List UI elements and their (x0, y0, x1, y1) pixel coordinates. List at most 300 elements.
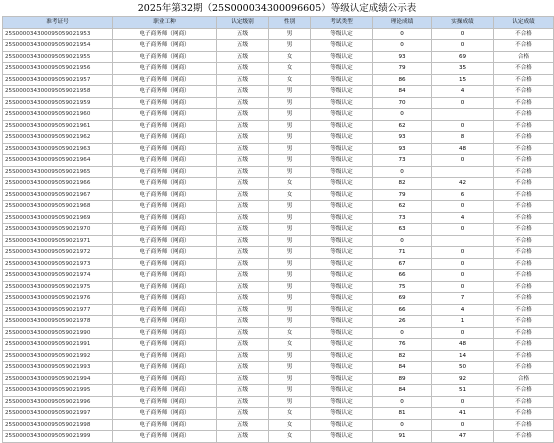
exam-type-cell: 等级认定 (311, 419, 373, 431)
theory-score-cell: 76 (373, 339, 432, 351)
result-cell: 不合格 (494, 86, 554, 98)
gender-cell: 男 (269, 258, 311, 270)
level-cell: 五级 (217, 385, 269, 397)
exam-type-cell: 等级认定 (311, 143, 373, 155)
practical-score-cell: 0 (432, 258, 494, 270)
gender-cell: 男 (269, 166, 311, 178)
exam-type-cell: 等级认定 (311, 28, 373, 40)
exam-type-cell: 等级认定 (311, 339, 373, 351)
theory-score-cell: 79 (373, 189, 432, 201)
theory-score-cell: 91 (373, 431, 432, 443)
occupation-cell: 电子商务师（网商） (113, 431, 217, 443)
level-cell: 五级 (217, 304, 269, 316)
theory-score-cell: 70 (373, 97, 432, 109)
theory-score-cell: 0 (373, 166, 432, 178)
gender-cell: 男 (269, 201, 311, 213)
gender-cell: 女 (269, 189, 311, 201)
level-cell: 五级 (217, 40, 269, 52)
table-row (3, 327, 554, 339)
header-cell-occupation: 职业工种 (113, 17, 217, 29)
result-cell: 不合格 (494, 408, 554, 420)
table-row (3, 270, 554, 282)
level-cell: 五级 (217, 396, 269, 408)
exam-type-cell: 等级认定 (311, 373, 373, 385)
level-cell: 五级 (217, 189, 269, 201)
practical-score-cell: 0 (432, 155, 494, 167)
practical-score-cell: 8 (432, 132, 494, 144)
table-row (3, 63, 554, 75)
exam-id-cell: 25S000034300095059021966 (3, 178, 113, 190)
table-row (3, 132, 554, 144)
gender-cell: 男 (269, 97, 311, 109)
exam-type-cell: 等级认定 (311, 316, 373, 328)
result-cell: 不合格 (494, 189, 554, 201)
gender-cell: 男 (269, 247, 311, 259)
header-cell-exam-type: 考试类型 (311, 17, 373, 29)
level-cell: 五级 (217, 74, 269, 86)
gender-cell: 男 (269, 316, 311, 328)
result-cell: 不合格 (494, 396, 554, 408)
exam-id-cell: 25S000034300095059021953 (3, 28, 113, 40)
table-row (3, 362, 554, 374)
header-cell-theory-score: 理论成绩 (373, 17, 432, 29)
result-cell: 不合格 (494, 327, 554, 339)
exam-id-cell: 25S000034300095059021954 (3, 40, 113, 52)
table-row (3, 97, 554, 109)
exam-type-cell: 等级认定 (311, 63, 373, 75)
exam-id-cell: 25S000034300095059021961 (3, 120, 113, 132)
theory-score-cell: 73 (373, 155, 432, 167)
level-cell: 五级 (217, 143, 269, 155)
gender-cell: 男 (269, 304, 311, 316)
table-row (3, 408, 554, 420)
theory-score-cell: 0 (373, 396, 432, 408)
theory-score-cell: 75 (373, 281, 432, 293)
result-cell: 不合格 (494, 155, 554, 167)
result-cell: 不合格 (494, 270, 554, 282)
occupation-cell: 电子商务师（网商） (113, 396, 217, 408)
gender-cell: 男 (269, 40, 311, 52)
table-row (3, 419, 554, 431)
result-cell: 合格 (494, 373, 554, 385)
table-row (3, 235, 554, 247)
theory-score-cell: 66 (373, 304, 432, 316)
result-cell: 不合格 (494, 419, 554, 431)
occupation-cell: 电子商务师（网商） (113, 51, 217, 63)
occupation-cell: 电子商务师（网商） (113, 74, 217, 86)
gender-cell: 女 (269, 419, 311, 431)
exam-id-cell: 25S000034300095059021976 (3, 293, 113, 305)
practical-score-cell: 51 (432, 385, 494, 397)
occupation-cell: 电子商务师（网商） (113, 120, 217, 132)
table-row (3, 431, 554, 443)
practical-score-cell: 48 (432, 143, 494, 155)
theory-score-cell: 26 (373, 316, 432, 328)
exam-type-cell: 等级认定 (311, 235, 373, 247)
exam-type-cell: 等级认定 (311, 362, 373, 374)
occupation-cell: 电子商务师（网商） (113, 224, 217, 236)
practical-score-cell: 42 (432, 178, 494, 190)
exam-id-cell: 25S000034300095059021975 (3, 281, 113, 293)
gender-cell: 男 (269, 143, 311, 155)
table-row (3, 166, 554, 178)
occupation-cell: 电子商务师（网商） (113, 109, 217, 121)
practical-score-cell (432, 166, 494, 178)
gender-cell: 女 (269, 408, 311, 420)
gender-cell: 男 (269, 86, 311, 98)
exam-type-cell: 等级认定 (311, 212, 373, 224)
theory-score-cell: 84 (373, 385, 432, 397)
header-cell-exam-id: 准考证号 (3, 17, 113, 29)
table-row (3, 143, 554, 155)
result-cell: 不合格 (494, 97, 554, 109)
practical-score-cell: 0 (432, 120, 494, 132)
level-cell: 五级 (217, 28, 269, 40)
exam-type-cell: 等级认定 (311, 155, 373, 167)
exam-type-cell: 等级认定 (311, 327, 373, 339)
table-row (3, 385, 554, 397)
table-row (3, 281, 554, 293)
practical-score-cell: 0 (432, 396, 494, 408)
exam-type-cell: 等级认定 (311, 166, 373, 178)
occupation-cell: 电子商务师（网商） (113, 143, 217, 155)
theory-score-cell: 84 (373, 362, 432, 374)
table-row (3, 51, 554, 63)
occupation-cell: 电子商务师（网商） (113, 40, 217, 52)
result-cell: 不合格 (494, 247, 554, 259)
exam-type-cell: 等级认定 (311, 408, 373, 420)
table-row (3, 201, 554, 213)
theory-score-cell: 0 (373, 327, 432, 339)
gender-cell: 男 (269, 120, 311, 132)
exam-id-cell: 25S000034300095059021970 (3, 224, 113, 236)
practical-score-cell: 48 (432, 339, 494, 351)
table-row (3, 350, 554, 362)
practical-score-cell: 7 (432, 293, 494, 305)
table-row (3, 247, 554, 259)
level-cell: 五级 (217, 293, 269, 305)
exam-id-cell: 25S000034300095059021968 (3, 201, 113, 213)
practical-score-cell: 15 (432, 74, 494, 86)
level-cell: 五级 (217, 408, 269, 420)
exam-type-cell: 等级认定 (311, 201, 373, 213)
table-row (3, 373, 554, 385)
level-cell: 五级 (217, 327, 269, 339)
theory-score-cell: 69 (373, 293, 432, 305)
exam-id-cell: 25S000034300095059021992 (3, 350, 113, 362)
level-cell: 五级 (217, 109, 269, 121)
occupation-cell: 电子商务师（网商） (113, 385, 217, 397)
result-cell: 不合格 (494, 316, 554, 328)
theory-score-cell: 0 (373, 28, 432, 40)
gender-cell: 男 (269, 270, 311, 282)
occupation-cell: 电子商务师（网商） (113, 201, 217, 213)
table-row (3, 28, 554, 40)
level-cell: 五级 (217, 235, 269, 247)
occupation-cell: 电子商务师（网商） (113, 350, 217, 362)
level-cell: 五级 (217, 120, 269, 132)
exam-id-cell: 25S000034300095059021972 (3, 247, 113, 259)
exam-id-cell: 25S000034300095059021993 (3, 362, 113, 374)
result-cell: 不合格 (494, 201, 554, 213)
level-cell: 五级 (217, 132, 269, 144)
level-cell: 五级 (217, 373, 269, 385)
exam-type-cell: 等级认定 (311, 132, 373, 144)
exam-id-cell: 25S000034300095059021955 (3, 51, 113, 63)
gender-cell: 女 (269, 178, 311, 190)
practical-score-cell: 1 (432, 316, 494, 328)
table-row (3, 155, 554, 167)
exam-id-cell: 25S000034300095059021995 (3, 385, 113, 397)
occupation-cell: 电子商务师（网商） (113, 28, 217, 40)
practical-score-cell: 35 (432, 63, 494, 75)
occupation-cell: 电子商务师（网商） (113, 316, 217, 328)
exam-id-cell: 25S000034300095059021977 (3, 304, 113, 316)
exam-id-cell: 25S000034300095059021965 (3, 166, 113, 178)
gender-cell: 男 (269, 212, 311, 224)
result-cell: 不合格 (494, 235, 554, 247)
practical-score-cell: 50 (432, 362, 494, 374)
occupation-cell: 电子商务师（网商） (113, 270, 217, 282)
result-cell: 不合格 (494, 350, 554, 362)
theory-score-cell: 89 (373, 373, 432, 385)
practical-score-cell: 0 (432, 28, 494, 40)
level-cell: 五级 (217, 362, 269, 374)
exam-type-cell: 等级认定 (311, 247, 373, 259)
level-cell: 五级 (217, 166, 269, 178)
result-cell: 不合格 (494, 281, 554, 293)
gender-cell: 男 (269, 235, 311, 247)
gender-cell: 男 (269, 109, 311, 121)
exam-type-cell: 等级认定 (311, 120, 373, 132)
practical-score-cell: 0 (432, 40, 494, 52)
gender-cell: 女 (269, 74, 311, 86)
level-cell: 五级 (217, 224, 269, 236)
result-cell: 不合格 (494, 28, 554, 40)
level-cell: 五级 (217, 350, 269, 362)
result-cell: 不合格 (494, 258, 554, 270)
level-cell: 五级 (217, 339, 269, 351)
exam-id-cell: 25S000034300095059021997 (3, 408, 113, 420)
occupation-cell: 电子商务师（网商） (113, 97, 217, 109)
practical-score-cell: 41 (432, 408, 494, 420)
result-cell: 不合格 (494, 224, 554, 236)
table-row (3, 258, 554, 270)
practical-score-cell: 92 (432, 373, 494, 385)
occupation-cell: 电子商务师（网商） (113, 86, 217, 98)
gender-cell: 男 (269, 385, 311, 397)
theory-score-cell: 62 (373, 120, 432, 132)
gender-cell: 女 (269, 431, 311, 443)
gender-cell: 男 (269, 132, 311, 144)
exam-type-cell: 等级认定 (311, 224, 373, 236)
result-cell: 不合格 (494, 40, 554, 52)
exam-type-cell: 等级认定 (311, 74, 373, 86)
table-row (3, 304, 554, 316)
level-cell: 五级 (217, 258, 269, 270)
table-row (3, 212, 554, 224)
exam-type-cell: 等级认定 (311, 385, 373, 397)
exam-id-cell: 25S000034300095059021963 (3, 143, 113, 155)
occupation-cell: 电子商务师（网商） (113, 212, 217, 224)
level-cell: 五级 (217, 431, 269, 443)
result-cell: 不合格 (494, 74, 554, 86)
occupation-cell: 电子商务师（网商） (113, 235, 217, 247)
theory-score-cell: 86 (373, 74, 432, 86)
result-cell: 不合格 (494, 385, 554, 397)
result-cell: 不合格 (494, 431, 554, 443)
occupation-cell: 电子商务师（网商） (113, 408, 217, 420)
theory-score-cell: 66 (373, 270, 432, 282)
practical-score-cell: 0 (432, 327, 494, 339)
exam-id-cell: 25S000034300095059021994 (3, 373, 113, 385)
result-cell: 不合格 (494, 362, 554, 374)
result-cell: 不合格 (494, 178, 554, 190)
level-cell: 五级 (217, 178, 269, 190)
theory-score-cell: 81 (373, 408, 432, 420)
gender-cell: 男 (269, 350, 311, 362)
gender-cell: 女 (269, 51, 311, 63)
gender-cell: 男 (269, 373, 311, 385)
theory-score-cell: 0 (373, 235, 432, 247)
level-cell: 五级 (217, 155, 269, 167)
table-row (3, 120, 554, 132)
exam-type-cell: 等级认定 (311, 304, 373, 316)
table-row (3, 293, 554, 305)
table-row (3, 109, 554, 121)
exam-id-cell: 25S000034300095059021971 (3, 235, 113, 247)
level-cell: 五级 (217, 51, 269, 63)
table-row (3, 224, 554, 236)
exam-id-cell: 25S000034300095059021996 (3, 396, 113, 408)
exam-type-cell: 等级认定 (311, 281, 373, 293)
table-row (3, 189, 554, 201)
table-row (3, 74, 554, 86)
practical-score-cell: 0 (432, 97, 494, 109)
exam-id-cell: 25S000034300095059021973 (3, 258, 113, 270)
practical-score-cell: 0 (432, 247, 494, 259)
header-row (3, 17, 554, 29)
exam-id-cell: 25S000034300095059021967 (3, 189, 113, 201)
practical-score-cell: 0 (432, 281, 494, 293)
exam-type-cell: 等级认定 (311, 396, 373, 408)
practical-score-cell: 6 (432, 189, 494, 201)
result-cell: 不合格 (494, 143, 554, 155)
exam-id-cell: 25S000034300095059021959 (3, 97, 113, 109)
practical-score-cell (432, 109, 494, 121)
theory-score-cell: 93 (373, 143, 432, 155)
theory-score-cell: 93 (373, 51, 432, 63)
practical-score-cell: 0 (432, 224, 494, 236)
result-cell: 不合格 (494, 63, 554, 75)
gender-cell: 女 (269, 327, 311, 339)
result-cell: 合格 (494, 51, 554, 63)
occupation-cell: 电子商务师（网商） (113, 166, 217, 178)
practical-score-cell (432, 235, 494, 247)
theory-score-cell: 0 (373, 419, 432, 431)
table-row (3, 40, 554, 52)
practical-score-cell: 14 (432, 350, 494, 362)
header-cell-practical-score: 实操成绩 (432, 17, 494, 29)
occupation-cell: 电子商务师（网商） (113, 327, 217, 339)
level-cell: 五级 (217, 97, 269, 109)
level-cell: 五级 (217, 270, 269, 282)
exam-type-cell: 等级认定 (311, 40, 373, 52)
exam-type-cell: 等级认定 (311, 178, 373, 190)
header-cell-result: 认定成绩 (494, 17, 554, 29)
exam-type-cell: 等级认定 (311, 270, 373, 282)
theory-score-cell: 79 (373, 63, 432, 75)
practical-score-cell: 0 (432, 201, 494, 213)
occupation-cell: 电子商务师（网商） (113, 178, 217, 190)
exam-id-cell: 25S000034300095059021956 (3, 63, 113, 75)
exam-id-cell: 25S000034300095059021960 (3, 109, 113, 121)
occupation-cell: 电子商务师（网商） (113, 293, 217, 305)
exam-type-cell: 等级认定 (311, 189, 373, 201)
gender-cell: 女 (269, 63, 311, 75)
occupation-cell: 电子商务师（网商） (113, 132, 217, 144)
occupation-cell: 电子商务师（网商） (113, 189, 217, 201)
theory-score-cell: 73 (373, 212, 432, 224)
theory-score-cell: 62 (373, 201, 432, 213)
result-cell: 不合格 (494, 120, 554, 132)
gender-cell: 男 (269, 224, 311, 236)
occupation-cell: 电子商务师（网商） (113, 419, 217, 431)
practical-score-cell: 0 (432, 419, 494, 431)
theory-score-cell: 0 (373, 40, 432, 52)
results-table (2, 16, 554, 443)
occupation-cell: 电子商务师（网商） (113, 362, 217, 374)
page-title: 2025年第32期（25S000034300096605）等级认定成绩公示表 (137, 3, 417, 14)
exam-type-cell: 等级认定 (311, 86, 373, 98)
exam-id-cell: 25S000034300095059021999 (3, 431, 113, 443)
table-row (3, 178, 554, 190)
header-cell-gender: 性别 (269, 17, 311, 29)
level-cell: 五级 (217, 316, 269, 328)
practical-score-cell: 69 (432, 51, 494, 63)
table-row (3, 396, 554, 408)
result-cell: 不合格 (494, 132, 554, 144)
occupation-cell: 电子商务师（网商） (113, 155, 217, 167)
gender-cell: 男 (269, 28, 311, 40)
theory-score-cell: 0 (373, 109, 432, 121)
theory-score-cell: 67 (373, 258, 432, 270)
exam-type-cell: 等级认定 (311, 109, 373, 121)
occupation-cell: 电子商务师（网商） (113, 63, 217, 75)
table-row (3, 86, 554, 98)
theory-score-cell: 84 (373, 86, 432, 98)
gender-cell: 男 (269, 362, 311, 374)
occupation-cell: 电子商务师（网商） (113, 258, 217, 270)
gender-cell: 男 (269, 396, 311, 408)
exam-type-cell: 等级认定 (311, 97, 373, 109)
level-cell: 五级 (217, 63, 269, 75)
level-cell: 五级 (217, 247, 269, 259)
theory-score-cell: 71 (373, 247, 432, 259)
exam-type-cell: 等级认定 (311, 431, 373, 443)
level-cell: 五级 (217, 419, 269, 431)
result-cell: 不合格 (494, 212, 554, 224)
theory-score-cell: 63 (373, 224, 432, 236)
exam-id-cell: 25S000034300095059021957 (3, 74, 113, 86)
result-cell: 不合格 (494, 109, 554, 121)
exam-id-cell: 25S000034300095059021991 (3, 339, 113, 351)
exam-id-cell: 25S000034300095059021974 (3, 270, 113, 282)
exam-type-cell: 等级认定 (311, 350, 373, 362)
exam-type-cell: 等级认定 (311, 258, 373, 270)
level-cell: 五级 (217, 281, 269, 293)
exam-id-cell: 25S000034300095059021962 (3, 132, 113, 144)
